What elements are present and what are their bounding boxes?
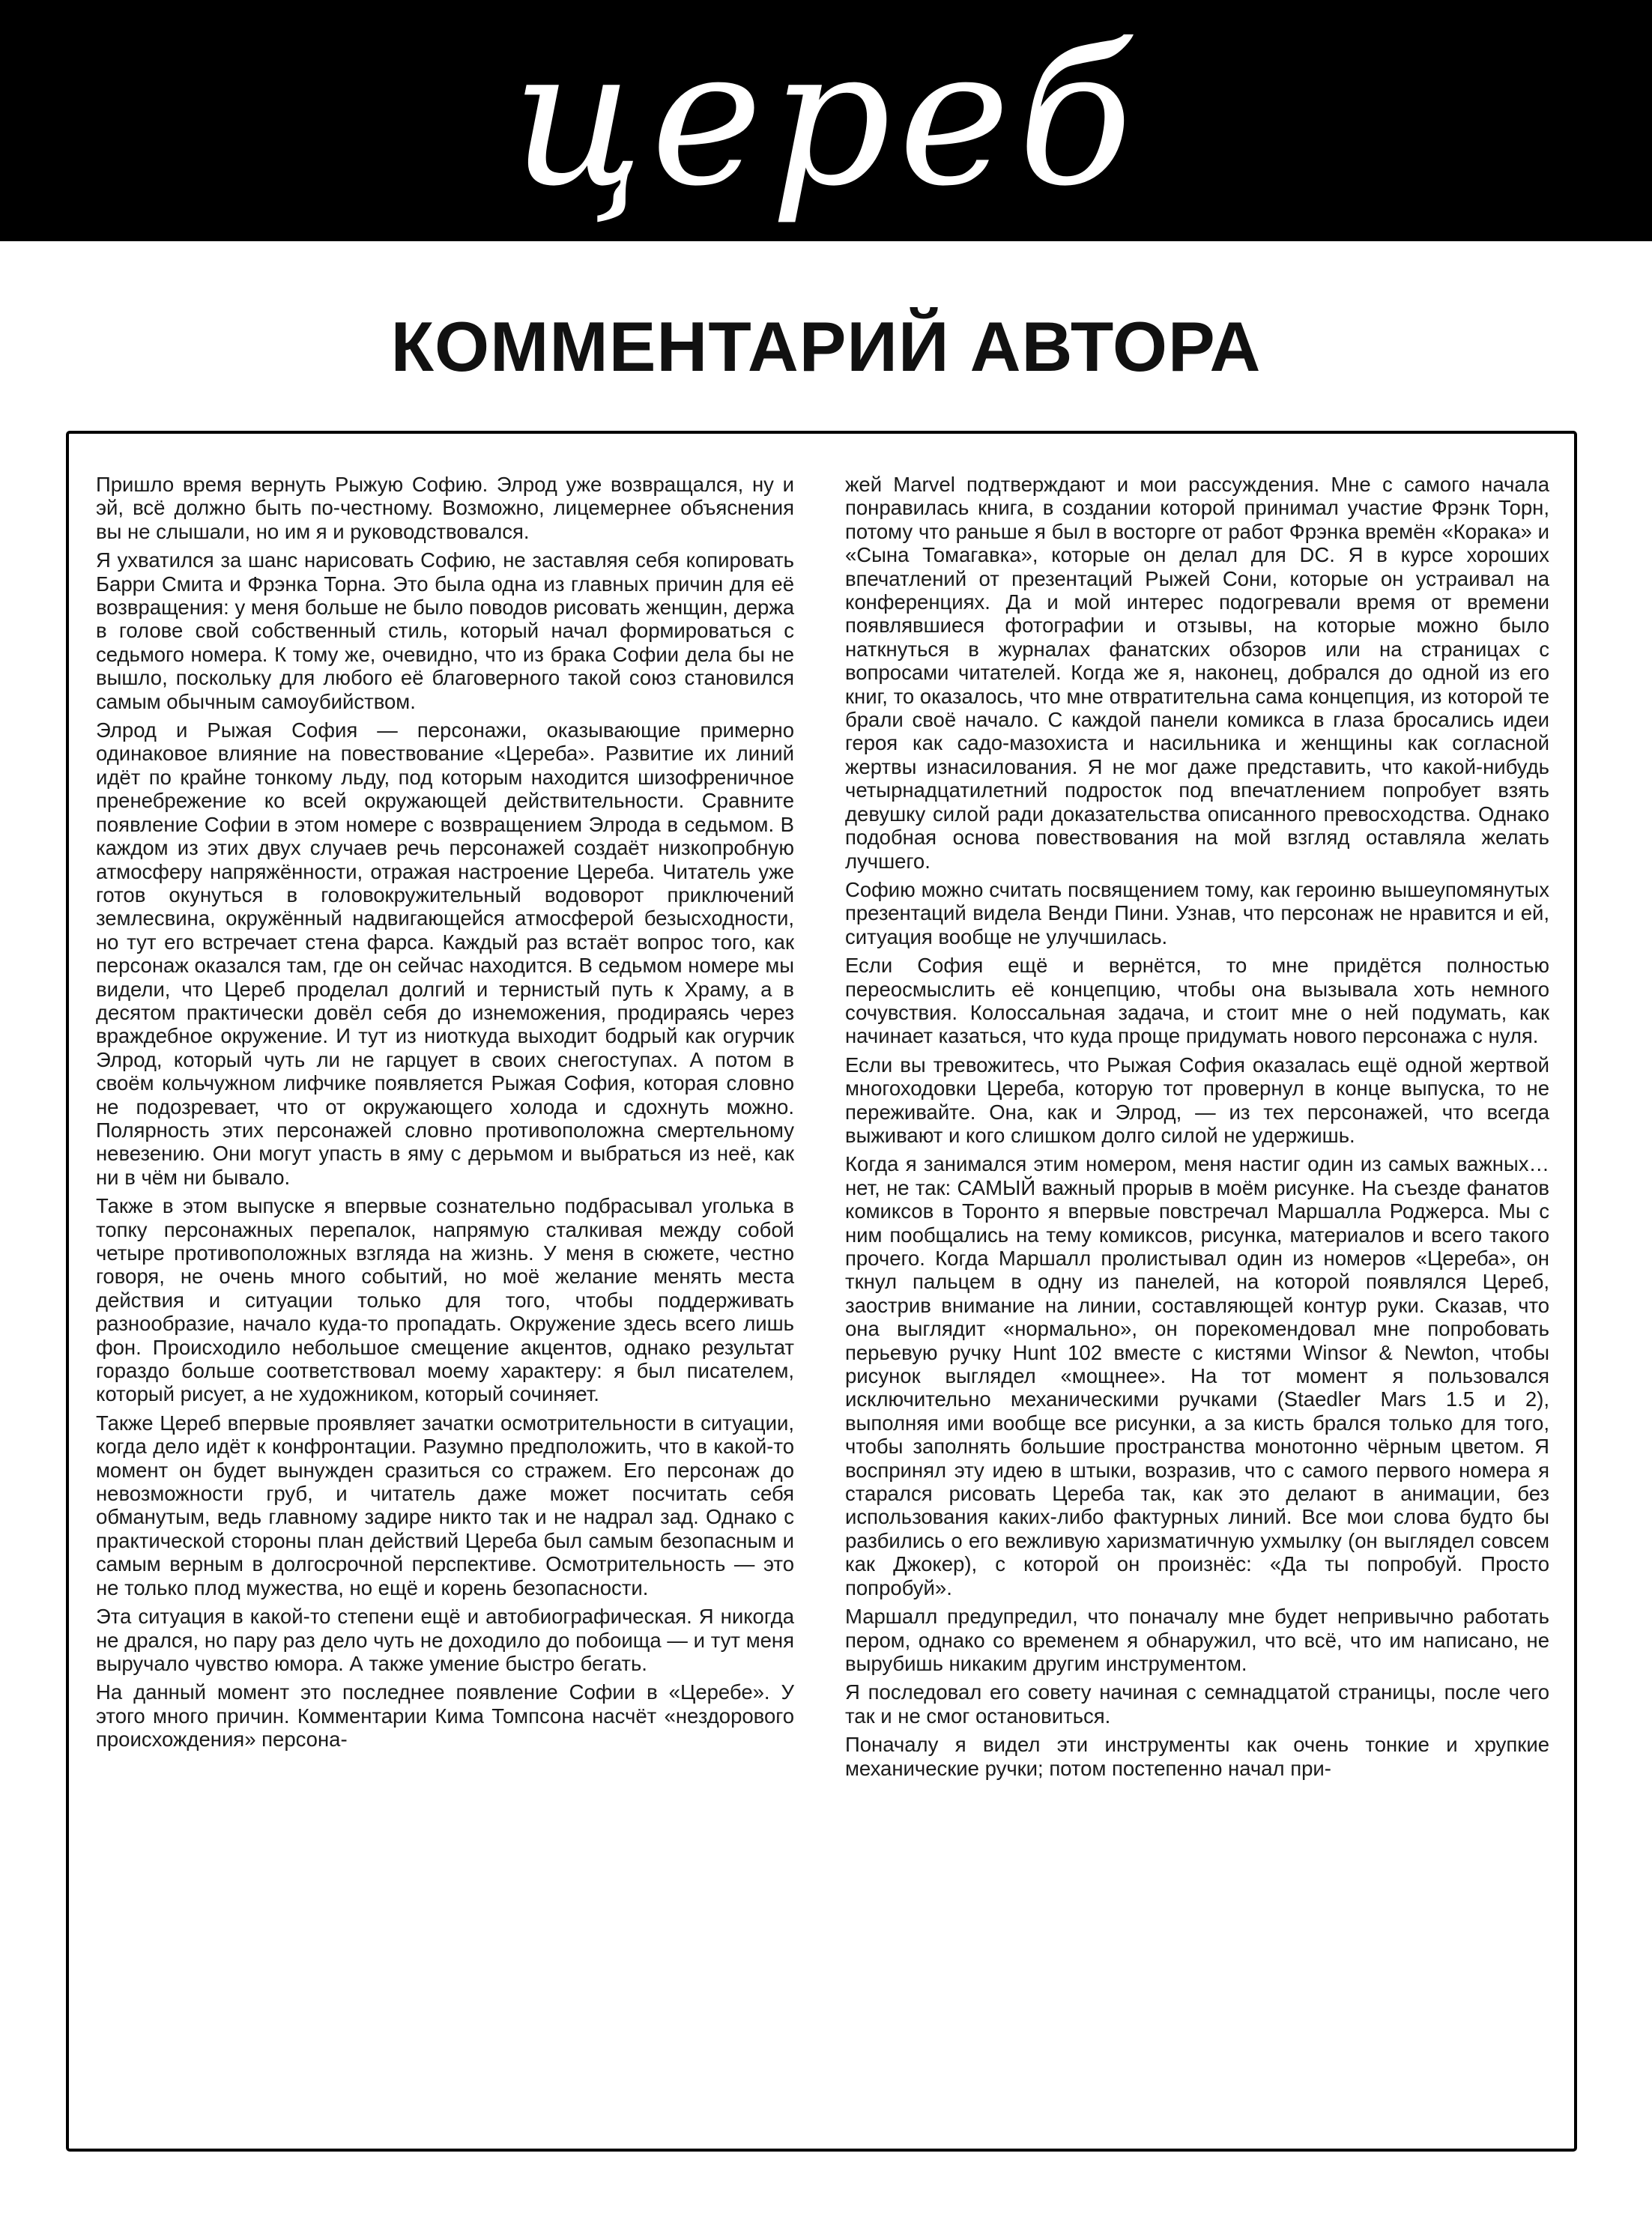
article-frame (66, 431, 1577, 2152)
article-column-right (845, 473, 1549, 1785)
paragraph: Я ухватился за шанс нарисовать Софию, не заставляя себя копировать Барри Смита и Фрэнка Торна. Это была одна из главных причин для её возвращения: у меня больше не было поводов рисовать женщин, держа в голове свой собственный стиль, который начал формироваться с седьмого номера. К тому же, очевидно, что из брака Софии дела бы не вышло, поскольку для любого её благоверного такой союз становился самым обычным самоубийством. (96, 548, 794, 713)
paragraph: Элрод и Рыжая София — персонажи, оказывающие примерно одинаковое влияние на повествование «Цереба». Развитие их линий идёт по крайне тонкому льду, под которым находится шизофреничное пренебрежение ко всей окружающей действительности. Сравните появление Софии в этом номере с возвращением Элрода в седьмом. В каждом из этих двух случаев речь персонажей создаёт низкопробную атмосферу напряжённости, отражая настроение Цереба. Читатель уже готов окунуться в головокружительный водоворот приключений землесвина, окружённый надвигающейся атмосферой безысходности, но тут его встречает стена фарса. Каждый раз встаёт вопрос того, как персонаж оказался там, где он сейчас находится. В седьмом номере мы видели, что Цереб проделал долгий и тернистый путь к Храму, а в десятом практически довёл себя до изнеможения, продираясь через враждебное окружение. И тут из ниоткуда выходит бодрый как огурчик Элрод, который чуть ли не гарцует в своих снегоступах. А потом в своём кольчужном лифчике появляется Рыжая София, которая словно не подозревает, что от окружающего холода и сдохнуть можно. Полярность этих персонажей словно противоположна смертельному невезению. Они могут упасть в яму с дерьмом и выбраться из неё, как ни в чём ни бывало. (96, 718, 794, 1189)
paragraph: Также Цереб впервые проявляет зачатки осмотрительности в ситуации, когда дело идёт к конфронтации. Разумно предположить, что в какой-то момент он будет вынужден сразиться со стражем. Его персонаж до невозможности груб, и читатель даже может посчитать себя обманутым, ведь главному задире никто так и не надрал зад. Однако с практической стороны план действий Цереба был самым безопасным и самым верным в долгосрочной перспективе. Осмотрительность — это не только плод мужества, но ещё и корень безопасности. (96, 1411, 794, 1599)
paragraph: Маршалл предупредил, что поначалу мне будет непривычно работать пером, однако со временем я обнаружил, что всё, что им написано, не вырубишь никаким другим инструментом. (845, 1605, 1549, 1675)
paragraph: Если вы тревожитесь, что Рыжая София оказалась ещё одной жертвой многоходовки Цереба, которую тот провернул в конце выпуска, то не переживайте. Она, как и Элрод, — из тех персонажей, что всегда выживают и кого слишком долго силой не удержишь. (845, 1053, 1549, 1147)
paragraph: Софию можно считать посвящением тому, как героиню вышеупомянутых презентаций видела Венди Пини. Узнав, что персонаж не нравится и ей, ситуация вообще не улучшилась. (845, 877, 1549, 948)
paragraph: Я последовал его совету начиная с семнадцатой страницы, после чего так и не смог остановиться. (845, 1680, 1549, 1728)
article-column-left (96, 473, 794, 1757)
paragraph: Когда я занимался этим номером, меня настиг один из самых важных… нет, не так: САМЫЙ важный прорыв в моём рисунке. На съезде фанатов комиксов в Торонто я впервые повстречал Маршалла Роджерса. Мы с ним пообщались на тему комиксов, рисунка, материалов и всего такого прочего. Когда Маршалл пролистывал один из номеров «Цереба», он ткнул пальцем в одну из панелей, на которой появлялся Цереб, заострив внимание на линии, составляющей контур руки. Сказав, что она выглядит «нормально», он порекомендовал мне попробовать перьевую ручку Hunt 102 вместе с кистями Winsor & Newton, чтобы рисунок выглядел «мощнее». На тот момент я пользовался исключительно механическими ручками (Staedler Mars 1.5 и 2), выполняя ими вообще все рисунки, а за кисть брался только для того, чтобы заполнять большие пространства монотонно чёрным цветом. Я воспринял эту идею в штыки, возразив, что с самого первого номера я старался рисовать Цереба так, как это делают в анимации, без использования каких-либо фактурных линий. Все мои слова будто бы разбились о его вежливую харизматичную ухмылку (он выглядел совсем как Джокер), с которой он произнёс: «Да ты попробуй. Просто попробуй». (845, 1152, 1549, 1599)
page-title: КОММЕНТАРИЙ АВТОРА (390, 307, 1262, 386)
masthead-banner (0, 0, 1652, 241)
paragraph: Поначалу я видел эти инструменты как очень тонкие и хрупкие механические ручки; потом постепенно начал при- (845, 1733, 1549, 1780)
paragraph: Также в этом выпуске я впервые сознательно подбрасывал уголька в топку персонажных перепалок, напрямую сталкивая между собой четыре противоположных взгляда на жизнь. У меня в сюжете, честно говоря, не очень много событий, но моё желание менять места действия и ситуации только для того, чтобы поддерживать разнообразие, начало куда-то пропадать. Окружение здесь всего лишь фон. Происходило небольшое смещение акцентов, однако результат гораздо больше соответствовал моему характеру: я был писателем, который рисует, а не художником, который сочиняет. (96, 1194, 794, 1406)
paragraph: Если София ещё и вернётся, то мне придётся полностью переосмыслить её концепцию, чтобы она вызывала хоть немного сочувствия. Колоссальная задача, и стоит мне о ней подумать, как начинает казаться, что куда проще придумать нового персонажа с нуля. (845, 954, 1549, 1048)
paragraph: Эта ситуация в какой-то степени ещё и автобиографическая. Я никогда не дрался, но пару раз дело чуть не доходило до побоища — и тут меня выручало чувство юмора. А также умение быстро бегать. (96, 1605, 794, 1675)
paragraph: жей Marvel подтверждают и мои рассуждения. Мне с самого начала понравилась книга, в создании которой принимал участие Фрэнк Торн, потому что раньше я был в восторге от работ Фрэнка времён «Корака» и «Сына Томагавка», которые он делал для DC. Я в курсе хороших впечатлений от презентаций Рыжей Сони, которые он устраивал на конференциях. Да и мой интерес подогревали время от времени появлявшиеся фотографии и отзывы, на которые можно было наткнуться в журналах фанатских обзоров или на страницах с вопросами читателей. Когда же я, наконец, добрался до одной из его книг, то оказалось, что мне отвратительна сама концепция, из которой те брали своё начало. С каждой панели комикса в глаза бросались идеи героя как садо-мазохиста и насильника и женщины как согласной жертвы изнасилования. Я не мог даже представить, что какой-нибудь четырнадцатилетний подросток под впечатлением попробует взять девушку силой ради доказательства описанного превосходства. Однако подобная основа повествования на мой взгляд оставляла желать лучшего. (845, 473, 1549, 873)
masthead-title: цереб (511, 8, 1141, 228)
paragraph: На данный момент это последнее появление Софии в «Церебе». У этого много причин. Комментарии Кима Томпсона насчёт «нездорового происхождения» персона- (96, 1680, 794, 1752)
paragraph: Пришло время вернуть Рыжую Софию. Элрод уже возвращался, ну и эй, всё должно быть по-честному. Возможно, лицемернее объяснения вы не слышали, но им я и руководствовался. (96, 473, 794, 543)
